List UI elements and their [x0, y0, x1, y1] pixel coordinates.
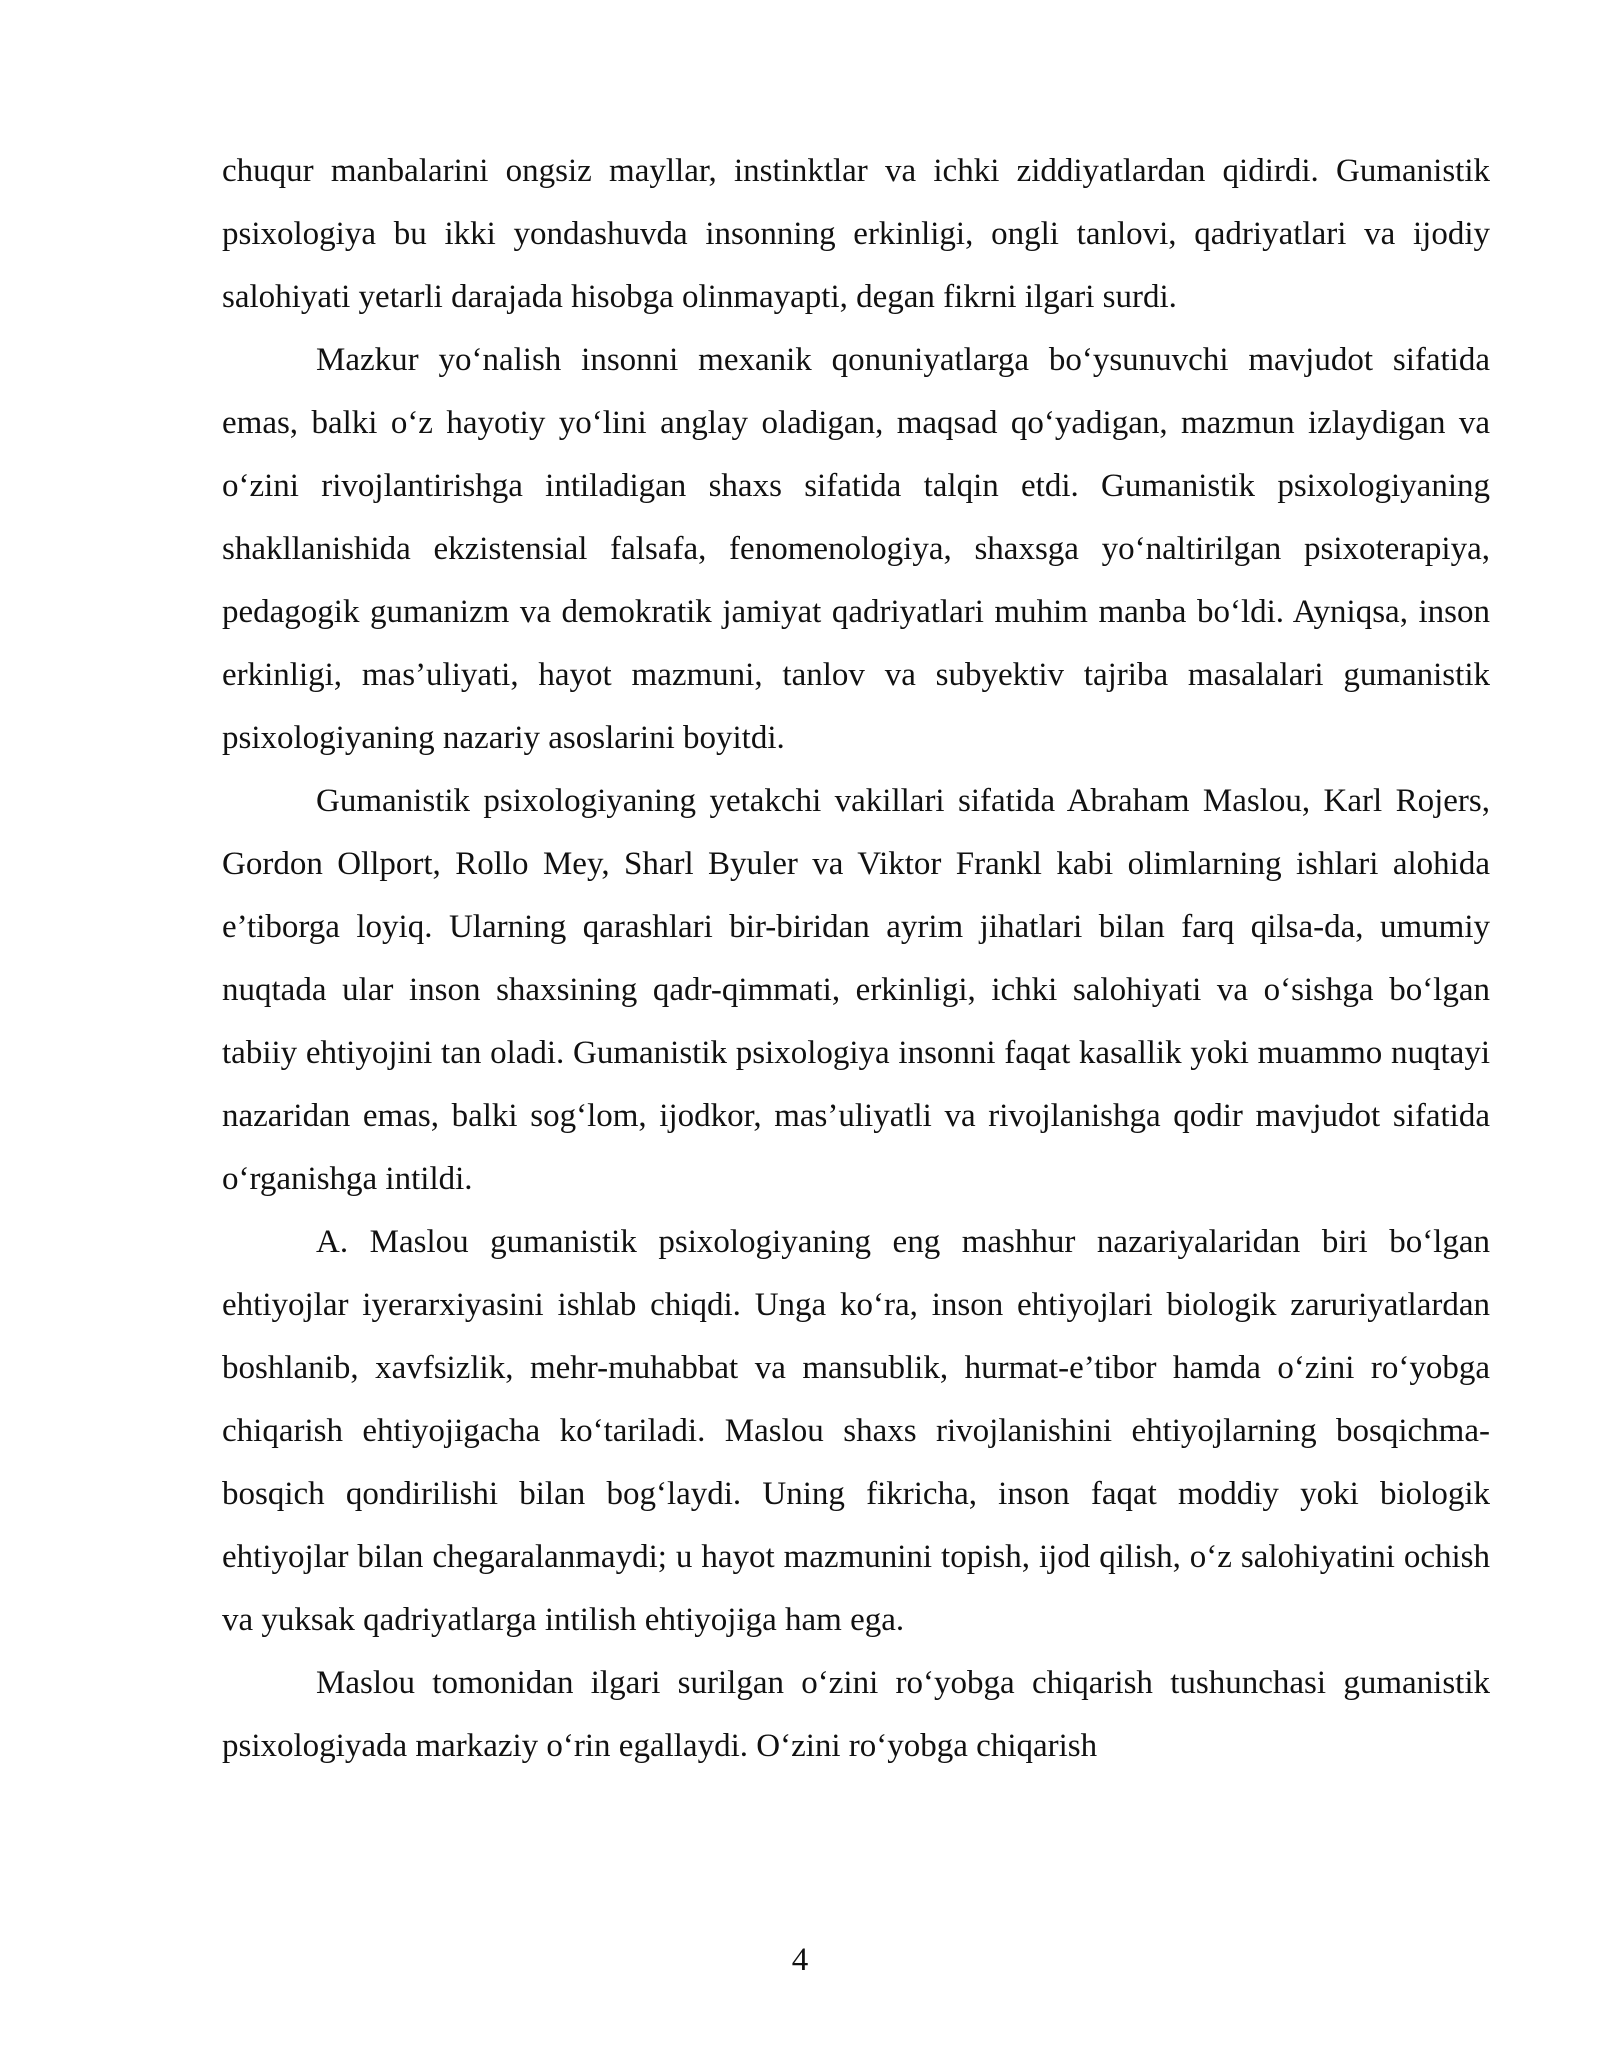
- paragraph-continuation: chuqur manbalarini ongsiz mayllar, instinktlar va ichki ziddiyatlardan qidirdi. Gumanistik psixologiya bu ikki yondashuvda insonning erkinligi, ongli tanlovi, qadriyatlari va ijodiy salohiyati yetarli darajada hisobga olinmayapti, degan fikrni ilgari surdi.: [222, 153, 1490, 315]
- paragraph: Maslou tomonidan ilgari surilgan o‘zini ro‘yobga chiqarish tushunchasi gumanistik psixologiyada markaziy o‘rin egallaydi. O‘zini ro‘yobga chiqarish: [222, 1665, 1490, 1764]
- paragraph: A. Maslou gumanistik psixologiyaning eng mashhur nazariyalaridan biri bo‘lgan ehtiyojlar iyerarxiyasini ishlab chiqdi. Unga ko‘ra, inson ehtiyojlari biologik zaruriyatlardan boshlanib, xavfsizlik, mehr-muhabbat va mansublik, hurmat-e’tibor hamda o‘zini ro‘yobga chiqarish ehtiyojigacha ko‘tariladi. Maslou shaxs rivojlanishini ehtiyojlarning bosqichma-bosqich qondirilishi bilan bog‘laydi. Uning fikricha, inson faqat moddiy yoki biologik ehtiyojlar bilan chegaralanmaydi; u hayot mazmunini topish, ijod qilish, o‘z salohiyatini ochish va yuksak qadriyatlarga intilish ehtiyojiga ham ega.: [222, 1224, 1490, 1638]
- body-text: [222, 140, 1490, 1778]
- page-number: 4: [791, 1942, 809, 1978]
- paragraph: Mazkur yo‘nalish insonni mexanik qonuniyatlarga bo‘ysunuvchi mavjudot sifatida emas, balki o‘z hayotiy yo‘lini anglay oladigan, maqsad qo‘yadigan, mazmun izlaydigan va o‘zini rivojlantirishga intiladigan shaxs sifatida talqin etdi. Gumanistik psixologiyaning shakllanishida ekzistensial falsafa, fenomenologiya, shaxsga yo‘naltirilgan psixoterapiya, pedagogik gumanizm va demokratik jamiyat qadriyatlari muhim manba bo‘ldi. Ayniqsa, inson erkinligi, mas’uliyati, hayot mazmuni, tanlov va subyektiv tajriba masalalari gumanistik psixologiyaning nazariy asoslarini boyitdi.: [222, 342, 1490, 756]
- paragraph: Gumanistik psixologiyaning yetakchi vakillari sifatida Abraham Maslou, Karl Rojers, Gordon Ollport, Rollo Mey, Sharl Byuler va Viktor Frankl kabi olimlarning ishlari alohida e’tiborga loyiq. Ularning qarashlari bir-biridan ayrim jihatlari bilan farq qilsa-da, umumiy nuqtada ular inson shaxsining qadr-qimmati, erkinligi, ichki salohiyati va o‘sishga bo‘lgan tabiiy ehtiyojini tan oladi. Gumanistik psixologiya insonni faqat kasallik yoki muammo nuqtayi nazaridan emas, balki sog‘lom, ijodkor, mas’uliyatli va rivojlanishga qodir mavjudot sifatida o‘rganishga intildi.: [222, 783, 1490, 1197]
